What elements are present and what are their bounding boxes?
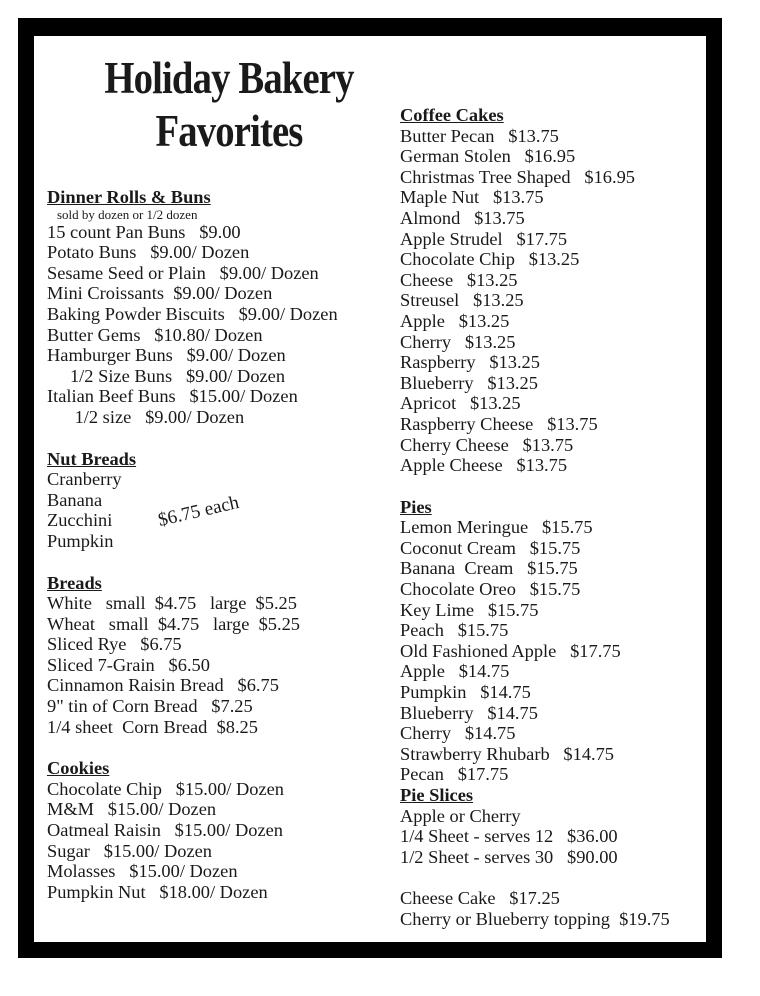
menu-item: Zucchini xyxy=(47,510,113,531)
menu-item: Almond $13.75 xyxy=(400,207,525,228)
menu-item: Sugar $15.00/ Dozen xyxy=(47,840,212,861)
menu-item: Apple $14.75 xyxy=(400,661,510,682)
menu-item: Sliced 7-Grain $6.50 xyxy=(47,654,210,675)
menu-item: Raspberry $13.25 xyxy=(400,352,540,373)
section-heading-cookies: Cookies xyxy=(47,758,110,779)
section-heading-coffee-cakes: Coffee Cakes xyxy=(400,105,504,125)
menu-item: Christmas Tree Shaped $16.95 xyxy=(400,166,635,187)
menu-item: Cherry or Blueberry topping $19.75 xyxy=(400,908,670,929)
menu-item: Butter Gems $10.80/ Dozen xyxy=(47,324,263,345)
menu-item: Hamburger Buns $9.00/ Dozen xyxy=(47,345,286,366)
menu-item: Maple Nut $13.75 xyxy=(400,187,544,208)
menu-item: Key Lime $15.75 xyxy=(400,599,539,620)
menu-item: Baking Powder Biscuits $9.00/ Dozen xyxy=(47,303,338,324)
menu-item: Apple Cheese $13.75 xyxy=(400,455,568,476)
section-heading-pies: Pies xyxy=(400,496,432,517)
menu-item: Cheese $13.25 xyxy=(400,269,518,290)
menu-item: Cherry $13.25 xyxy=(400,331,516,352)
section-heading-pie-slices: Pie Slices xyxy=(400,785,474,805)
right-column xyxy=(400,105,702,930)
menu-item: Mini Croissants $9.00/ Dozen xyxy=(47,283,273,304)
menu-item: Apricot $13.25 xyxy=(400,393,521,414)
menu-item: 1/2 Sheet - serves 30 $90.00 xyxy=(400,846,618,867)
nut-breads-list xyxy=(47,469,387,551)
menu-item: Apple or Cherry xyxy=(400,805,521,826)
menu-item: Chocolate Chip $15.00/ Dozen xyxy=(47,778,284,799)
menu-item: 1/2 Size Buns $9.00/ Dozen xyxy=(47,365,286,386)
menu-item: Cherry $14.75 xyxy=(400,723,516,744)
menu-item: 1/4 Sheet - serves 12 $36.00 xyxy=(400,826,618,847)
menu-item: Lemon Meringue $15.75 xyxy=(400,517,593,538)
left-column xyxy=(47,187,387,902)
menu-item: Strawberry Rhubarb $14.75 xyxy=(400,743,615,764)
menu-item: Apple $13.25 xyxy=(400,310,510,331)
menu-item: Sliced Rye $6.75 xyxy=(47,634,182,655)
menu-item: Butter Pecan $13.75 xyxy=(400,125,559,146)
menu-item: Pumpkin Nut $18.00/ Dozen xyxy=(47,881,268,902)
menu-item: White small $4.75 large $5.25 xyxy=(47,593,297,614)
menu-item: Peach $15.75 xyxy=(400,620,509,641)
menu-item: Raspberry Cheese $13.75 xyxy=(400,413,598,434)
section-heading-nut-breads: Nut Breads xyxy=(47,448,137,469)
menu-item: 1/2 size $9.00/ Dozen xyxy=(47,406,245,427)
menu-item: Chocolate Chip $13.25 xyxy=(400,249,580,270)
menu-item: Cheese Cake $17.25 xyxy=(400,888,560,909)
menu-item: Sesame Seed or Plain $9.00/ Dozen xyxy=(47,262,319,283)
menu-item: Pumpkin $14.75 xyxy=(400,682,531,703)
title-line-2: Favorites xyxy=(155,106,303,156)
menu-item: Banana xyxy=(47,489,103,510)
section-heading-dinner-rolls: Dinner Rolls & Buns xyxy=(47,187,211,207)
menu-item: Cranberry xyxy=(47,469,122,490)
menu-item: M&M $15.00/ Dozen xyxy=(47,799,217,820)
menu-item: Blueberry $13.25 xyxy=(400,372,538,393)
nut-breads-price: $6.75 each xyxy=(156,492,242,532)
menu-item: Pecan $17.75 xyxy=(400,764,509,785)
menu-item: Potato Buns $9.00/ Dozen xyxy=(47,242,250,263)
menu-item: 1/4 sheet Corn Bread $8.25 xyxy=(47,716,258,737)
menu-item: Italian Beef Buns $15.00/ Dozen xyxy=(47,386,298,407)
menu-item: German Stolen $16.95 xyxy=(400,146,576,167)
page-title xyxy=(85,52,372,158)
menu-item: 9" tin of Corn Bread $7.25 xyxy=(47,696,253,717)
menu-item: Molasses $15.00/ Dozen xyxy=(47,861,238,882)
menu-item: Wheat small $4.75 large $5.25 xyxy=(47,613,300,634)
menu-item: Apple Strudel $17.75 xyxy=(400,228,568,249)
menu-item: Cherry Cheese $13.75 xyxy=(400,434,574,455)
menu-item: Oatmeal Raisin $15.00/ Dozen xyxy=(47,820,283,841)
menu-sheet xyxy=(34,36,706,942)
menu-item: Cinnamon Raisin Bread $6.75 xyxy=(47,675,279,696)
menu-item: 15 count Pan Buns $9.00 xyxy=(47,221,241,242)
menu-item: Blueberry $14.75 xyxy=(400,702,538,723)
title-line-1: Holiday Bakery xyxy=(104,53,354,103)
dinner-rolls-note: sold by dozen or 1/2 dozen xyxy=(57,206,198,222)
menu-item: Old Fashioned Apple $17.75 xyxy=(400,640,621,661)
menu-item: Chocolate Oreo $15.75 xyxy=(400,579,581,600)
menu-item: Coconut Cream $15.75 xyxy=(400,537,581,558)
menu-item: Streusel $13.25 xyxy=(400,290,524,311)
menu-item: Pumpkin xyxy=(47,530,114,551)
menu-item: Banana Cream $15.75 xyxy=(400,558,578,579)
section-heading-breads: Breads xyxy=(47,572,102,593)
